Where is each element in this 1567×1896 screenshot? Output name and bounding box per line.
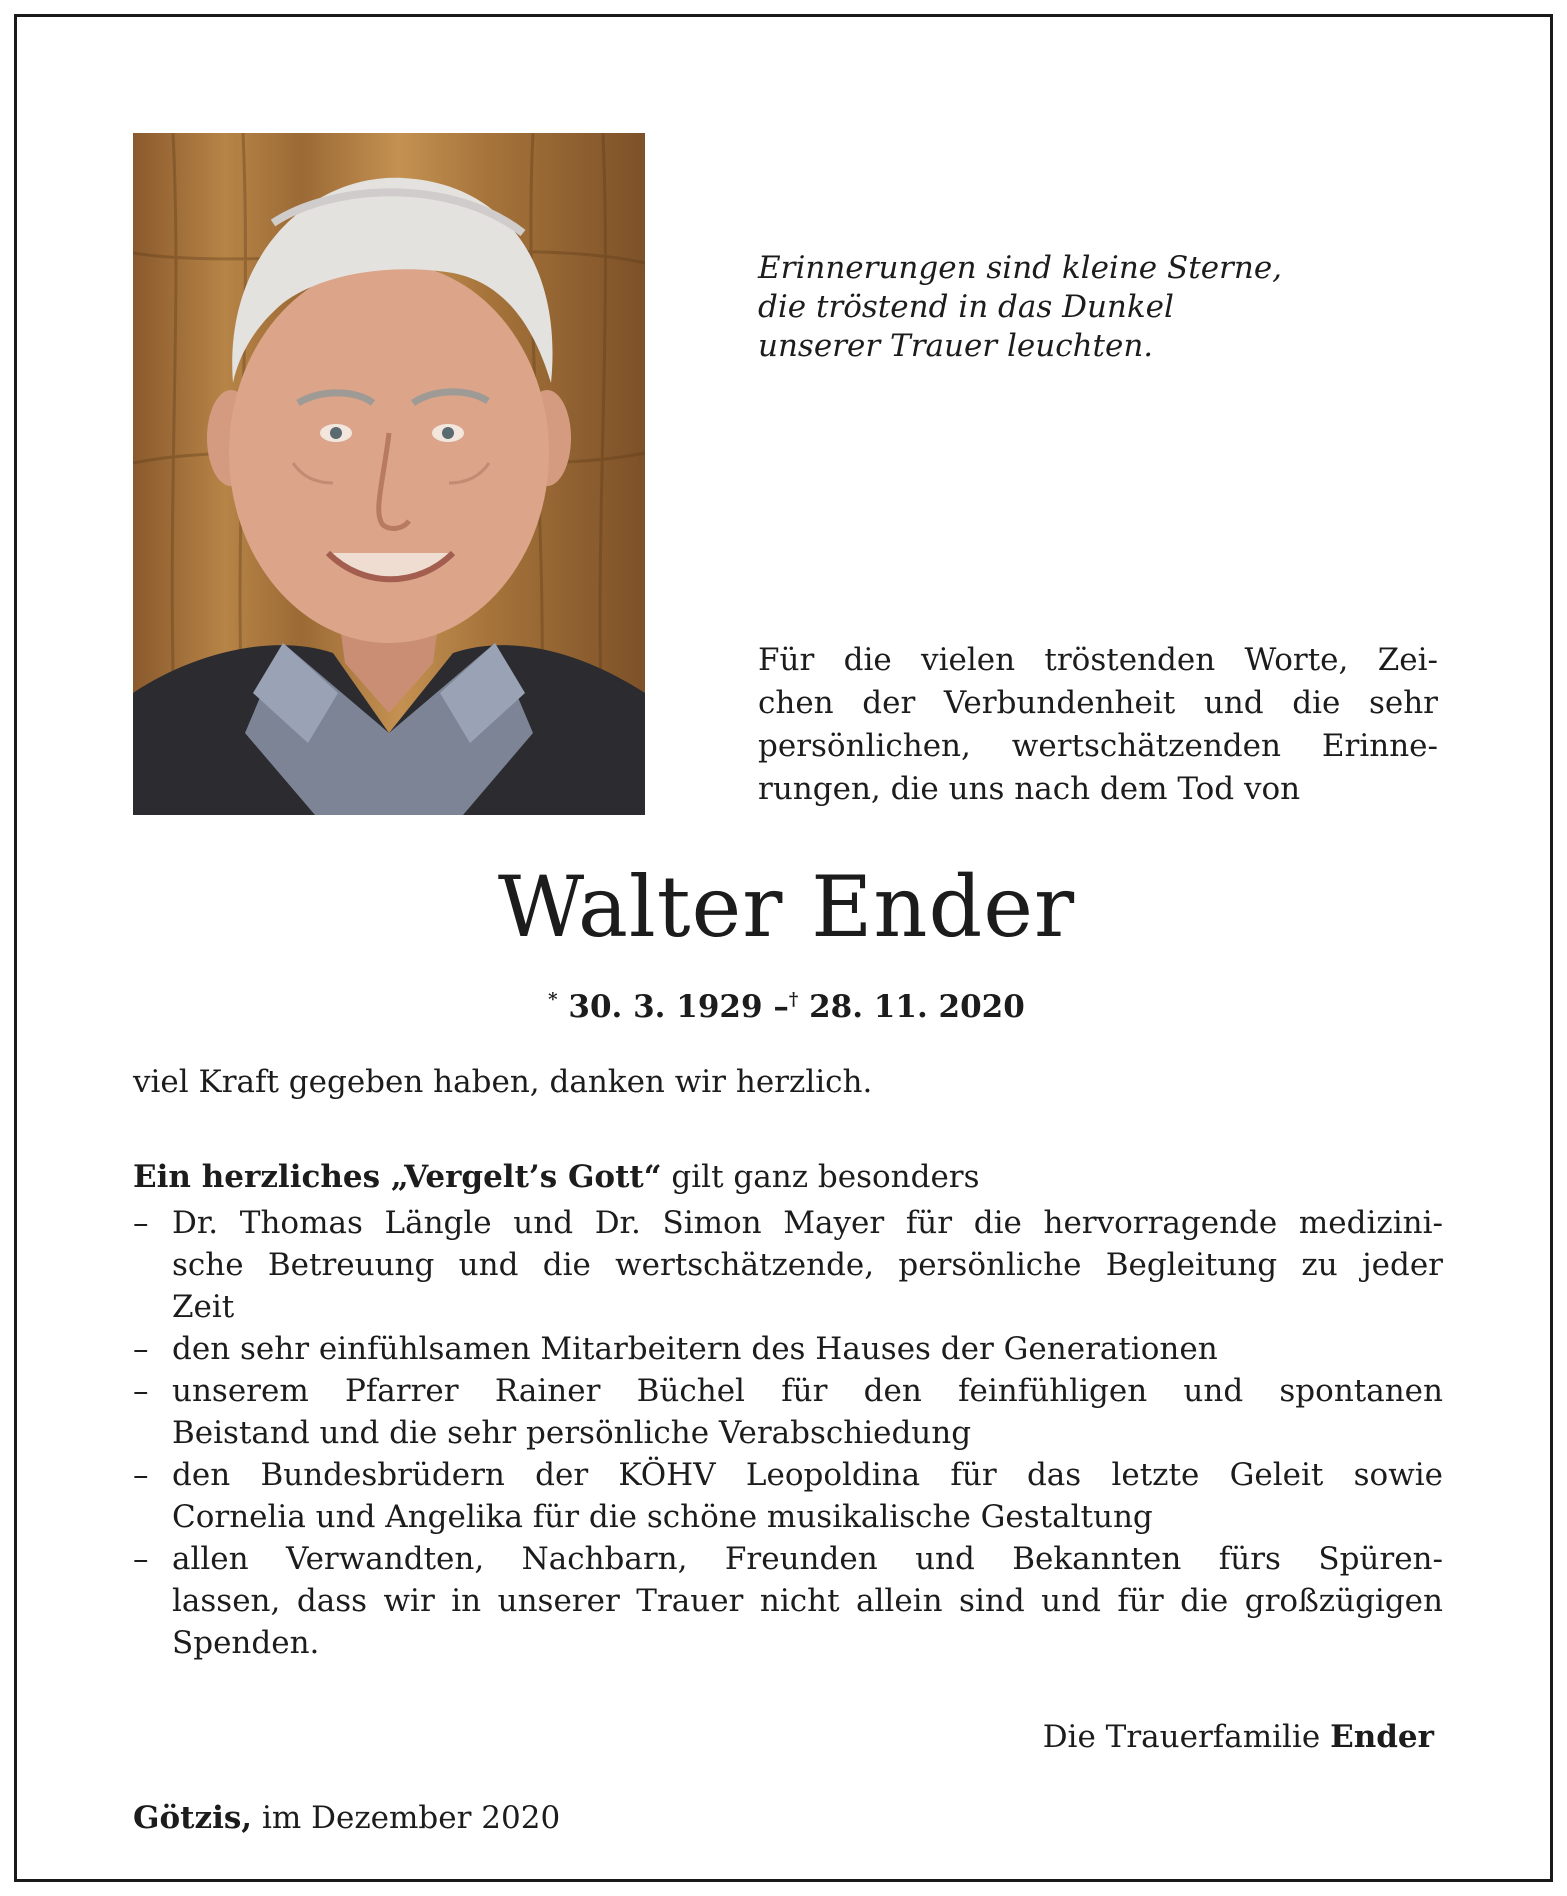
life-dates xyxy=(17,980,1556,1027)
date-separator: – xyxy=(773,989,789,1025)
list-item-line: Spenden. xyxy=(172,1625,320,1661)
family-signature xyxy=(1043,1717,1434,1757)
list-item-line: lassen, dass wir in unserer Trauer nicht allein sind und für die großzügigen xyxy=(172,1583,1443,1619)
list-item xyxy=(133,1202,1443,1328)
death-date: 28. 11. 2020 xyxy=(809,989,1025,1025)
list-item xyxy=(133,1328,1443,1370)
list-item xyxy=(133,1454,1443,1538)
quote-line: unserer Trauer leuchten. xyxy=(758,328,1154,364)
thanks-line: viel Kraft gegeben haben, danken wir herzlich. xyxy=(133,1064,873,1100)
place-town: Götzis, xyxy=(133,1800,253,1836)
special-thanks-bold: Ein herzliches „Vergelt’s Gott“ xyxy=(133,1159,662,1195)
list-item-line: sche Betreuung und die wertschätzende, persönliche Begleitung zu jeder xyxy=(172,1247,1443,1283)
birth-symbol: * xyxy=(548,989,558,1010)
special-thanks-heading xyxy=(133,1157,1443,1197)
place-month: im Dezember 2020 xyxy=(261,1800,561,1836)
list-item-line: – Dr. Thomas Längle und Dr. Simon Mayer für die hervorragende medizini- xyxy=(172,1205,1443,1241)
list-item-line: – den Bundesbrüdern der KÖHV Leopoldina für das letzte Geleit sowie xyxy=(172,1457,1443,1493)
intro-paragraph xyxy=(758,639,1438,811)
list-item xyxy=(133,1538,1443,1664)
family-prefix: Die Trauerfamilie xyxy=(1042,1719,1321,1755)
list-item-line: Zeit xyxy=(172,1289,235,1325)
quote-line: Erinnerungen sind kleine Sterne, xyxy=(758,250,1283,286)
special-thanks-rest: gilt ganz besonders xyxy=(671,1159,980,1195)
birth-date: 30. 3. 1929 xyxy=(568,989,763,1025)
obituary-notice xyxy=(14,14,1553,1882)
list-item-line: Beistand und die sehr persönliche Verabschiedung xyxy=(172,1415,972,1451)
intro-line: Für die vielen tröstenden Worte, Zei- xyxy=(758,642,1438,678)
death-symbol: † xyxy=(788,989,799,1010)
thanks-list xyxy=(133,1202,1443,1664)
list-item xyxy=(133,1370,1443,1454)
list-item-line: – unserem Pfarrer Rainer Büchel für den feinfühligen und spontanen xyxy=(172,1373,1443,1409)
quote-line: die tröstend in das Dunkel xyxy=(758,289,1174,325)
intro-line: chen der Verbundenheit und die sehr xyxy=(758,685,1438,721)
family-name: Ender xyxy=(1330,1719,1434,1755)
deceased-name: Walter Ender xyxy=(497,858,1076,956)
portrait-icon xyxy=(133,133,645,815)
intro-line: rungen, die uns nach dem Tod von xyxy=(758,771,1301,807)
place-date xyxy=(133,1798,560,1838)
intro-line: persönlichen, wertschätzenden Erinne- xyxy=(758,728,1438,764)
list-item-line: Cornelia und Angelika für die schöne musikalische Gestaltung xyxy=(172,1499,1153,1535)
memorial-quote xyxy=(758,249,1358,366)
list-item-line: – allen Verwandten, Nachbarn, Freunden und Bekannten fürs Spüren- xyxy=(172,1541,1443,1577)
portrait-photo xyxy=(133,133,645,815)
list-item-line: – den sehr einfühlsamen Mitarbeitern des Hauses der Generationen xyxy=(172,1331,1218,1367)
